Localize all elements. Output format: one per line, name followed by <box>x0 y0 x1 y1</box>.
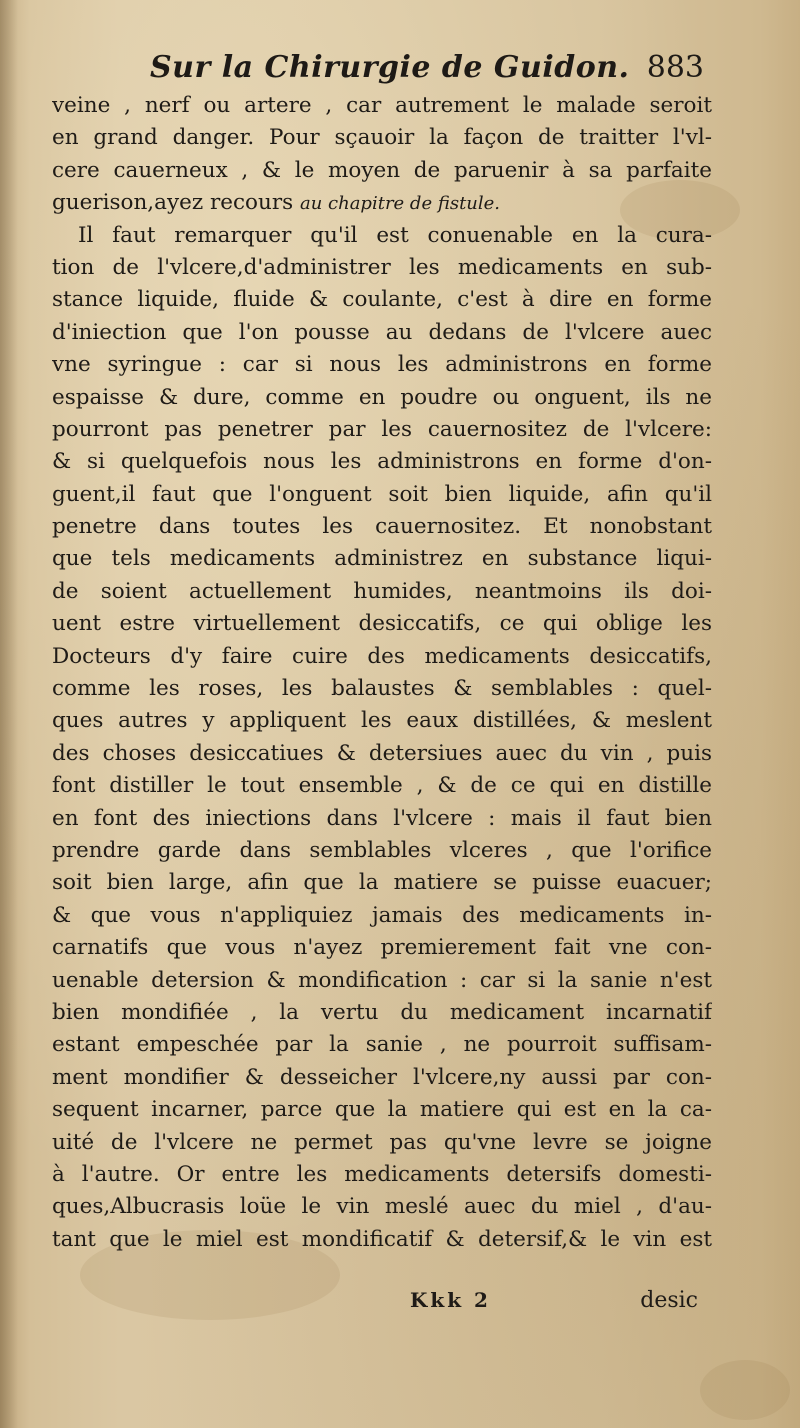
text-line: font distiller le tout ensemble , & de ce qui en distille <box>52 773 712 799</box>
text-line: ment mondifier & desseicher l'vlcere,ny aussi par con- <box>52 1064 712 1090</box>
text-line: des choses desiccatiues & detersiues auec du vin , puis <box>52 740 712 766</box>
running-title: Sur la Chirurgie de Guidon. <box>150 50 630 85</box>
text-line: & si quelquefois nous les administrons en forme d'on- <box>52 449 712 475</box>
text-line: tion de l'vlcere,d'administrer les medicaments en sub- <box>52 254 712 280</box>
text-line: Docteurs d'y faire cuire des medicaments desiccatifs, <box>52 643 712 669</box>
text-line: en grand danger. Pour sçauoir la façon de traitter l'vl- <box>52 125 712 151</box>
text-line: carnatifs que vous n'ayez premierement fait vne con- <box>52 935 712 961</box>
text-line: uité de l'vlcere ne permet pas qu'vne levre se joigne <box>52 1129 712 1155</box>
text-line: vne syringue : car si nous les administrons en forme <box>52 352 712 378</box>
text-line: estant empeschée par la sanie , ne pourroit suffisam- <box>52 1032 712 1058</box>
text-line: bien mondifiée , la vertu du medicament incarnatif <box>52 999 712 1025</box>
text-line: à l'autre. Or entre les medicaments detersifs domesti- <box>52 1161 712 1187</box>
text-line: & que vous n'appliquiez jamais des medicaments in- <box>52 902 712 928</box>
text-line-start: guerison,ayez recours <box>52 190 300 216</box>
signature-mark: Kkk 2 <box>410 1288 491 1312</box>
text-line: tant que le miel est mondificatif & detersif,& le vin est <box>52 1226 712 1252</box>
binding-shadow <box>0 0 18 1428</box>
text-line: d'iniection que l'on pousse au dedans de l'vlcere auec <box>52 319 712 345</box>
text-line: uent estre virtuellement desiccatifs, ce qui oblige les <box>52 611 712 637</box>
text-line: sequent incarner, parce que la matiere qui est en la ca- <box>52 1097 712 1123</box>
text-line: comme les roses, les balaustes & semblables : quel- <box>52 676 712 702</box>
text-line: guent,il faut que l'onguent soit bien liquide, afin qu'il <box>52 481 712 507</box>
text-line: pourront pas penetrer par les cauernositez de l'vlcere: <box>52 416 712 442</box>
text-line: veine , nerf ou artere , car autrement le malade seroit <box>52 93 712 118</box>
text-line: ques autres y appliquent les eaux distillées, & meslent <box>52 708 712 734</box>
catchword: desic <box>640 1288 698 1313</box>
text-line: soit bien large, afin que la matiere se puisse euacuer; <box>52 870 712 896</box>
text-line: en font des iniections dans l'vlcere : mais il faut bien <box>52 805 712 831</box>
text-line: cere cauerneux , & le moyen de paruenir à sa parfaite <box>52 157 712 183</box>
text-line: stance liquide, fluide & coulante, c'est à dire en forme <box>52 287 712 313</box>
page-footer <box>410 1288 710 1324</box>
paper-stain <box>700 1360 790 1420</box>
text-line: que tels medicaments administrez en substance liqui- <box>52 546 712 572</box>
text-line: uenable detersion & mondification : car si la sanie n'est <box>52 967 712 993</box>
italic-reference: au chapitre de fistule. <box>299 193 501 215</box>
text-line: espaisse & dure, comme en poudre ou onguent, ils ne <box>52 384 712 410</box>
text-line: penetre dans toutes les cauernositez. Et nonobstant <box>52 514 712 540</box>
text-line: de soient actuellement humides, neantmoins ils doi- <box>52 578 712 604</box>
body-text <box>52 90 712 1256</box>
page-number: 883 <box>646 50 704 85</box>
text-line: ques,Albucrasis loüe le vin meslé auec du miel , d'au- <box>52 1194 712 1220</box>
text-line <box>52 187 712 219</box>
paragraph-first-line: Il faut remarquer qu'il est conuenable en la cura- <box>78 222 712 248</box>
text-line: prendre garde dans semblables vlceres , que l'orifice <box>52 837 712 863</box>
